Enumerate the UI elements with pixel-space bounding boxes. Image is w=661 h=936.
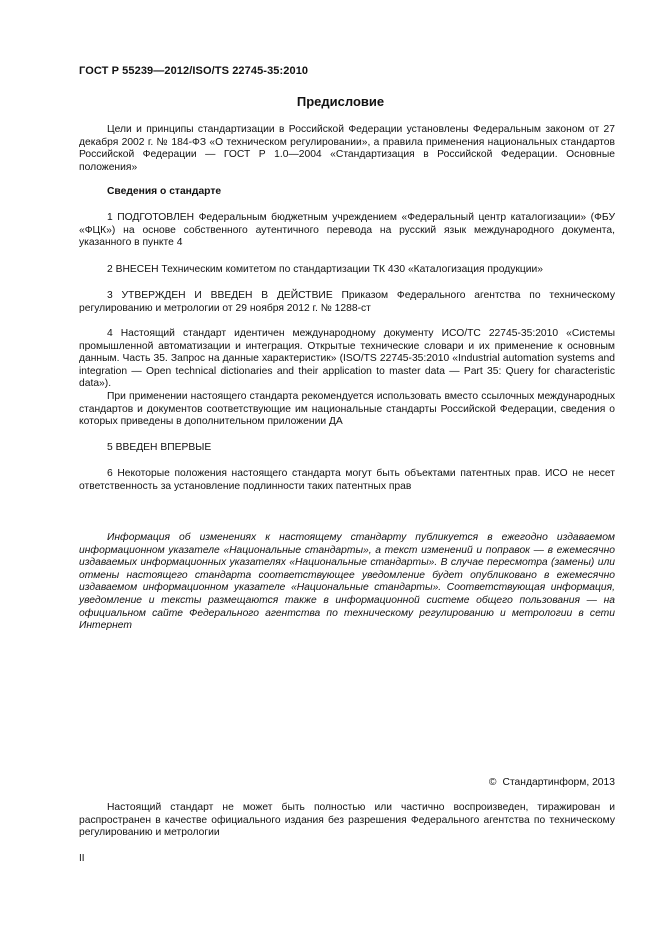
item-5 <box>79 442 615 455</box>
item-2 <box>79 264 615 277</box>
item-4 <box>79 328 615 429</box>
item-3 <box>79 290 615 315</box>
intro-paragraph <box>79 124 615 174</box>
item-1 <box>79 212 615 250</box>
intro-text: Цели и принципы стандартизации в Российской Федерации установлены Федеральным законом от 27 декабря 2002 г. № 184-ФЗ «О техническом регулировании», а правила применения национальных стандартов Российской Федерации — ГОСТ Р 1.0—2004 «Стандартизация в Российской Федерации. Основные положения» <box>79 124 615 173</box>
page-number: II <box>79 853 85 864</box>
item-4-note: При применении настоящего стандарта рекомендуется использовать вместо ссылочных международных стандартов и документов соответствующие им национальные стандарты Российской Федерации, сведения о которых приведены в дополнительном приложении ДА <box>79 390 615 428</box>
copyright-line <box>489 777 615 788</box>
item-5-text: 5 ВВЕДЕН ВПЕРВЫЕ <box>107 442 212 453</box>
item-4-text: 4 Настоящий стандарт идентичен международному документу ИСО/ТС 22745-35:2010 «Системы промышленной автоматизации и интеграция. Открытые технические словари и их применение к основным данным. Часть 35. Запрос на данные характеристик» (ISO/TS 22745-35:2010 «Industrial automation systems and integration — Open technical dictionaries and their application to master data — Part 35: Query for characteristic data»). <box>79 328 615 390</box>
standard-code-header: ГОСТ Р 55239—2012/ISO/TS 22745-35:2010 <box>79 65 309 77</box>
item-3-text: 3 УТВЕРЖДЕН И ВВЕДЕН В ДЕЙСТВИЕ Приказом Федерального агентства по техническому регулированию и метрологии от 29 ноября 2012 г. № 1288-ст <box>79 290 615 314</box>
page-title: Предисловие <box>296 94 385 109</box>
item-2-text: 2 ВНЕСЕН Техническим комитетом по стандартизации ТК 430 «Каталогизация продукции» <box>107 264 543 275</box>
item-6 <box>79 468 615 493</box>
copyright-text: Стандартинформ, 2013 <box>502 777 615 788</box>
reproduction-notice: Настоящий стандарт не может быть полностью или частично воспроизведен, тиражирован и распространен в качестве официального издания без разрешения Федерального агентства по техническому регулированию и метрологии <box>79 802 615 839</box>
item-1-text: 1 ПОДГОТОВЛЕН Федеральным бюджетным учреждением «Федеральный центр каталогизации» (ФБУ «ФЦК») на основе собственного аутентичного перевода на русский язык международного документа, указанного в пункте 4 <box>79 212 615 249</box>
section-subheading: Сведения о стандарте <box>107 186 222 197</box>
copyright-icon: © <box>488 777 497 788</box>
changes-info-paragraph: Информация об изменениях к настоящему стандарту публикуется в ежегодно издаваемом информационном указателе «Национальные стандарты», а текст изменений и поправок — в ежемесячно издаваемых информационных указателях «Национальные стандарты». В случае пересмотра (замены) или отмены настоящего стандарта соответствующее уведомление будет опубликовано в ежемесячно издаваемом информационном указателе «Национальные стандарты». Соответствующая информация, уведомление и тексты размещаются также в информационной системе общего пользования — на официальном сайте Федерального агентства по техническому регулированию и метрологии в сети Интернет <box>79 532 615 632</box>
item-6-text: 6 Некоторые положения настоящего стандарта могут быть объектами патентных прав. ИСО не несет ответственность за установление подлинности таких патентных прав <box>79 468 615 492</box>
